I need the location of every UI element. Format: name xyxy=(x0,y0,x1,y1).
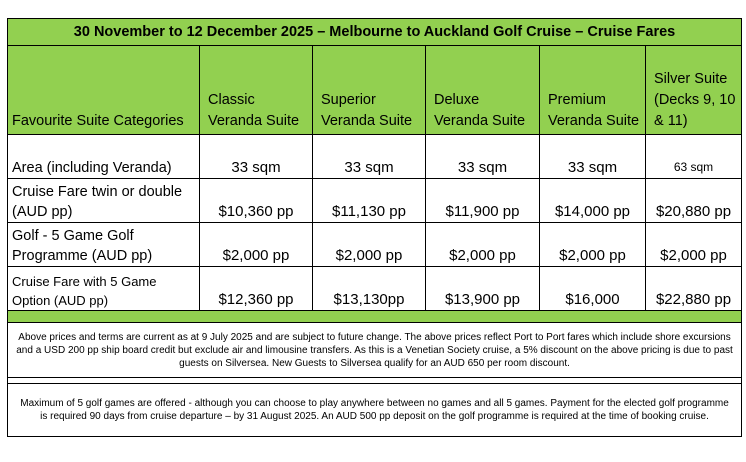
table-cell: $11,900 pp xyxy=(426,179,540,223)
title-row xyxy=(8,19,742,46)
table-cell: 63 sqm xyxy=(646,135,742,179)
table-cell: $2,000 pp xyxy=(313,223,426,267)
pricing-note-row xyxy=(8,323,742,378)
table-title: 30 November to 12 December 2025 – Melbourne to Auckland Golf Cruise – Cruise Fares xyxy=(8,19,742,46)
table-cell: 33 sqm xyxy=(540,135,646,179)
table-cell: $22,880 pp xyxy=(646,267,742,311)
table-row-total xyxy=(8,267,742,311)
column-header-classic: Classic Veranda Suite xyxy=(200,46,313,135)
table-row-cruise-fare xyxy=(8,179,742,223)
row-label: Golf - 5 Game Golf Programme (AUD pp) xyxy=(8,223,200,267)
row-label: Cruise Fare twin or double (AUD pp) xyxy=(8,179,200,223)
row-label: Cruise Fare with 5 Game Option (AUD pp) xyxy=(8,267,200,311)
fares-sheet xyxy=(7,18,741,437)
table-cell: 33 sqm xyxy=(200,135,313,179)
golf-note: Maximum of 5 golf games are offered - although you can choose to play anywhere between no games and all 5 games. Payment for the elected golf programme is required 90 days from cruise departure – by 31 August 2025. An AUD 500 pp deposit on the golf programme is required at the time of booking cruise. xyxy=(8,384,742,437)
table-cell: $2,000 pp xyxy=(426,223,540,267)
table-cell: $20,880 pp xyxy=(646,179,742,223)
table-cell: 33 sqm xyxy=(426,135,540,179)
column-header-deluxe: Deluxe Veranda Suite xyxy=(426,46,540,135)
divider-cell xyxy=(8,311,742,323)
table-cell: $13,900 pp xyxy=(426,267,540,311)
table-cell: $11,130 pp xyxy=(313,179,426,223)
header-row xyxy=(8,46,742,135)
column-header-superior: Superior Veranda Suite xyxy=(313,46,426,135)
column-header-premium: Premium Veranda Suite xyxy=(540,46,646,135)
table-cell: $12,360 pp xyxy=(200,267,313,311)
fares-table xyxy=(7,18,742,437)
table-cell: $16,000 xyxy=(540,267,646,311)
row-label: Area (including Veranda) xyxy=(8,135,200,179)
table-row-area xyxy=(8,135,742,179)
pricing-note: Above prices and terms are current as at 9 July 2025 and are subject to future change. The above prices reflect Port to Port fares which include shore excursions and a USD 200 pp ship board credit but exclude air and limousine transfers. As this is a Venetian Society cruise, a 5% discount on the above pricing is due to past guests on Silversea. New Guests to Silversea qualify for an AUD 650 per room discount. xyxy=(8,323,742,378)
table-cell: $13,130pp xyxy=(313,267,426,311)
table-cell: $2,000 pp xyxy=(200,223,313,267)
category-header: Favourite Suite Categories xyxy=(8,46,200,135)
table-cell: $10,360 pp xyxy=(200,179,313,223)
table-row-golf xyxy=(8,223,742,267)
table-cell: $14,000 pp xyxy=(540,179,646,223)
column-header-silver: Silver Suite (Decks 9, 10 & 11) xyxy=(646,46,742,135)
green-divider xyxy=(8,311,742,323)
table-cell: $2,000 pp xyxy=(540,223,646,267)
table-cell: $2,000 pp xyxy=(646,223,742,267)
golf-note-row xyxy=(8,384,742,437)
table-cell: 33 sqm xyxy=(313,135,426,179)
